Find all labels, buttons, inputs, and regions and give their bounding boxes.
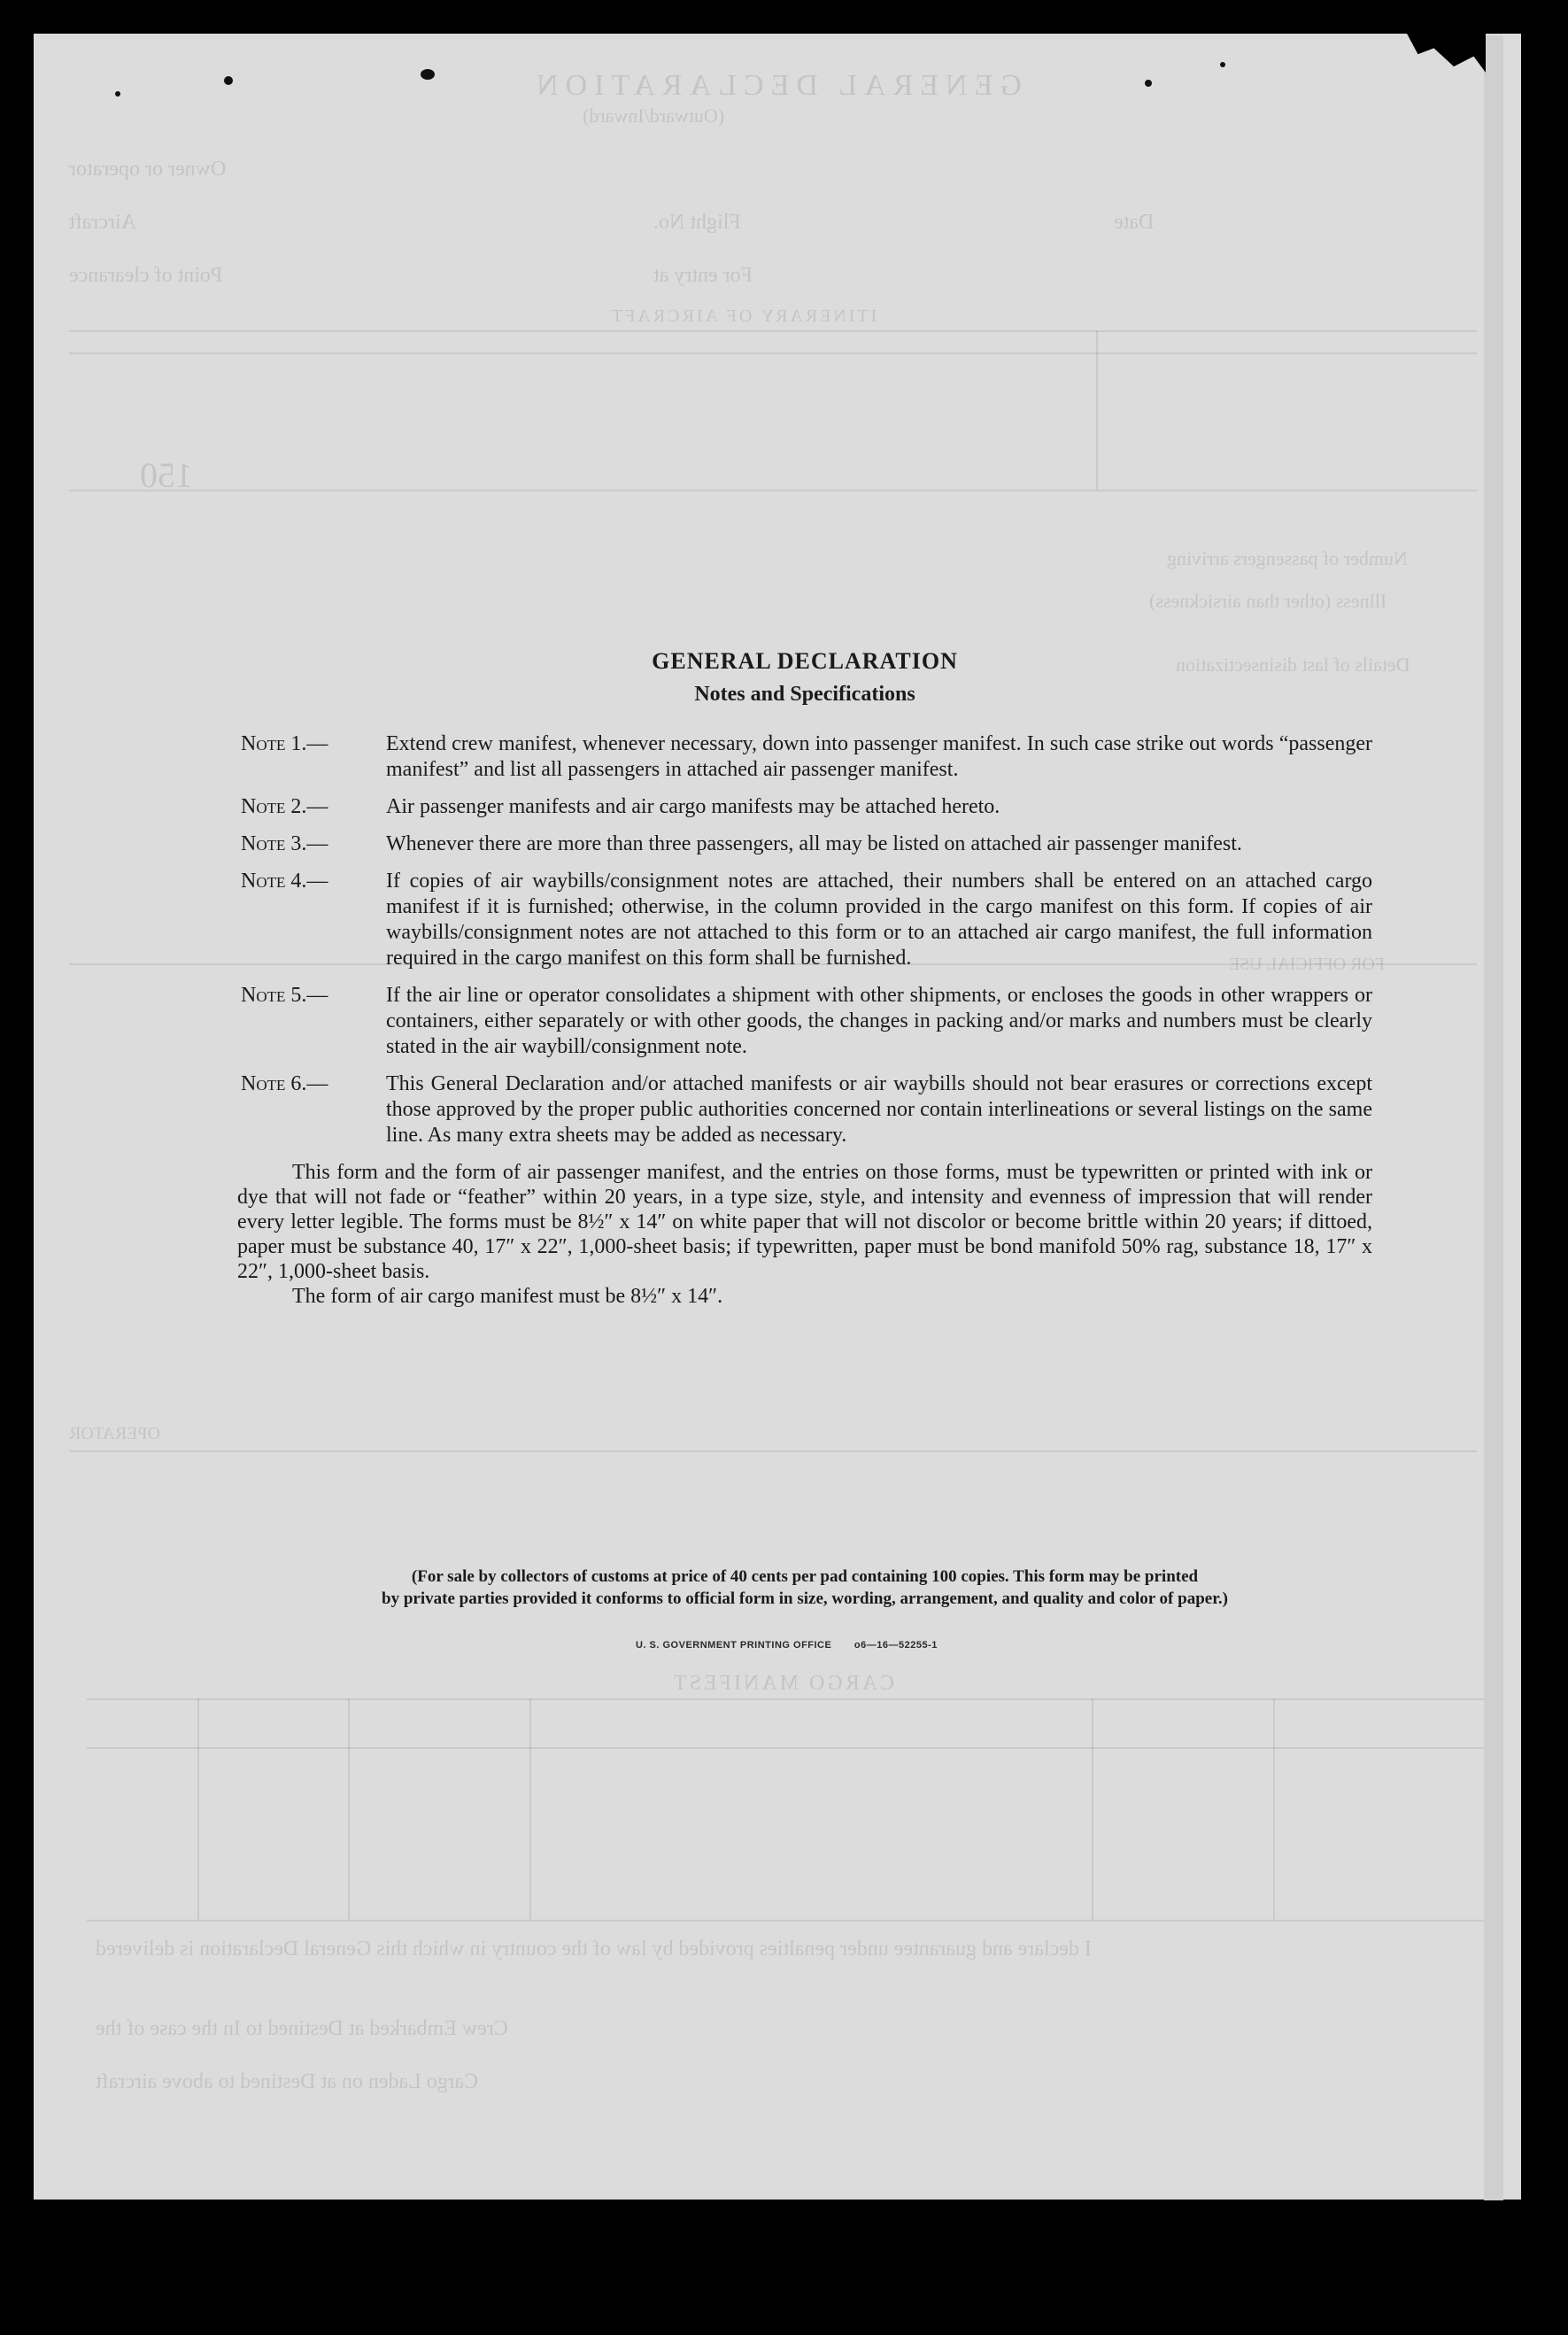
form-print-code: o6—16—52255-1 bbox=[854, 1640, 938, 1651]
bleed-through-text: Owner or operator bbox=[69, 158, 227, 181]
bleed-through-rule bbox=[69, 490, 1477, 491]
bleed-through-rule bbox=[1273, 1698, 1275, 1920]
bleed-through-text: Flight No. bbox=[653, 211, 741, 234]
bleed-through-text: Illness (other than airsickness) bbox=[1149, 590, 1387, 612]
bleed-through-text: Cargo Laden on at Destined to above aircraft bbox=[96, 2070, 479, 2093]
note-1 bbox=[237, 731, 1372, 783]
paper-speck bbox=[1145, 80, 1152, 87]
bleed-through-text: Date bbox=[1114, 211, 1155, 234]
note-label: Note 1.— bbox=[241, 732, 328, 755]
document-subtitle: Notes and Specifications bbox=[694, 683, 915, 706]
bleed-through-rule bbox=[69, 352, 1477, 354]
paper-edge bbox=[1484, 35, 1503, 2200]
bleed-through-rule bbox=[69, 330, 1477, 332]
bleed-through-text: OPERATOR bbox=[69, 1424, 160, 1443]
paper-speck bbox=[1220, 62, 1225, 67]
paper-specification-paragraph: This form and the form of air passenger manifest, and the entries on those forms, must be typewritten or printed with ink or dye that will not fade or “feather” within 20 years, in a type size, style, and intensity and evenness of impression that will render every letter legible. The forms must be 8½″ x 14″ on white paper that will not discolor or become brittle within 20 years; if dittoed, paper must be substance 40, 17″ x 22″, 1,000-sheet basis; if typewritten, paper must be bond manifold 50% rag, substance 18, 17″ x 22″, 1,000-sheet basis. bbox=[237, 1161, 1372, 1283]
bleed-through-text: FOR OFFICIAL USE bbox=[1229, 955, 1385, 974]
bleed-through-rule bbox=[1092, 1698, 1093, 1920]
printer-imprint bbox=[636, 1640, 1008, 1651]
note-4 bbox=[237, 869, 1372, 971]
bleed-through-text: Number of passengers arriving bbox=[1167, 547, 1408, 569]
note-label: Note 4.— bbox=[241, 870, 328, 893]
note-label: Note 5.— bbox=[241, 984, 328, 1007]
cargo-manifest-size-note: The form of air cargo manifest must be 8½″ x 14″. bbox=[292, 1285, 723, 1308]
note-text: Air passenger manifests and air cargo manifests may be attached hereto. bbox=[386, 795, 1000, 818]
note-3 bbox=[237, 831, 1372, 857]
note-text: Whenever there are more than three passengers, all may be listed on attached air passenger manifest. bbox=[386, 832, 1242, 855]
bleed-through-header: GENERAL DECLARATION bbox=[529, 69, 1022, 102]
note-label: Note 2.— bbox=[241, 795, 328, 818]
note-2 bbox=[237, 794, 1372, 820]
bleed-through-text: Point of clearance bbox=[69, 264, 223, 287]
bleed-through-text: For entry at bbox=[653, 264, 753, 287]
bleed-through-text: ITINERARY OF AIRCRAFT bbox=[609, 306, 877, 326]
note-text: If copies of air waybills/consignment notes are attached, their numbers shall be entered on an attached cargo manifest if it is furnished; otherwise, in the column provided in the cargo manifest on this form. If copies of air waybills/consignment notes are not attached to this form or to an attached air cargo manifest, the full information required in the cargo manifest on this form shall be furnished. bbox=[386, 870, 1372, 970]
sale-notice-line-2: by private parties provided it conforms to official form in size, wording, arrangement, and quality and color of paper.) bbox=[382, 1589, 1228, 1608]
bleed-through-rule bbox=[529, 1698, 531, 1920]
note-5 bbox=[237, 983, 1372, 1060]
bleed-through-rule bbox=[197, 1698, 199, 1920]
sale-notice-line-1: (For sale by collectors of customs at price of 40 cents per pad containing 100 copies. This form may be printed bbox=[411, 1567, 1199, 1586]
note-text: If the air line or operator consolidates a shipment with other shipments, or encloses the goods in other wrappers or containers, either separately or with other goods, the changes in packing and/or marks and numbers must be clearly stated in the air waybill/consignment note. bbox=[386, 984, 1372, 1058]
bleed-through-text: I declare and guarantee under penalties provided by law of the country in which this General Declaration is delivered bbox=[96, 1937, 1092, 1960]
bleed-through-text: Aircraft bbox=[69, 211, 136, 234]
printing-office-name: U. S. GOVERNMENT PRINTING OFFICE bbox=[636, 1640, 832, 1651]
document-title: GENERAL DECLARATION bbox=[652, 648, 958, 674]
bleed-through-text: 150 bbox=[140, 455, 193, 495]
notes-and-specifications bbox=[237, 645, 1372, 1309]
bleed-through-rule bbox=[69, 1450, 1477, 1452]
bleed-through-text: Details of last disinsectization bbox=[1176, 653, 1410, 676]
note-label: Note 3.— bbox=[241, 832, 328, 855]
bleed-through-rule bbox=[1096, 330, 1098, 490]
bleed-through-text: (Outward/Inward) bbox=[583, 104, 725, 127]
bleed-through-rule bbox=[87, 1698, 1486, 1700]
note-6 bbox=[237, 1071, 1372, 1148]
bleed-through-text: CARGO MANIFEST bbox=[671, 1672, 895, 1695]
note-label: Note 6.— bbox=[241, 1072, 328, 1095]
bleed-through-rule bbox=[87, 1920, 1486, 1921]
paper-speck bbox=[421, 69, 435, 80]
sale-notice bbox=[237, 1566, 1372, 1610]
bleed-through-rule bbox=[348, 1698, 350, 1920]
bleed-through-text: Crew Embarked at Destined to In the case of the bbox=[96, 2017, 508, 2040]
paper-speck bbox=[224, 76, 233, 85]
note-text: Extend crew manifest, whenever necessary, down into passenger manifest. In such case strike out words “passenger manifest” and list all passengers in attached air passenger manifest. bbox=[386, 732, 1372, 781]
note-text: This General Declaration and/or attached manifests or air waybills should not bear erasures or corrections except those approved by the proper public authorities concerned nor contain interlineations or several listings on the same line. As many extra sheets may be added as necessary. bbox=[386, 1072, 1372, 1147]
bleed-through-rule bbox=[87, 1747, 1486, 1749]
document-sheet bbox=[34, 34, 1521, 2200]
paper-speck bbox=[115, 91, 120, 97]
